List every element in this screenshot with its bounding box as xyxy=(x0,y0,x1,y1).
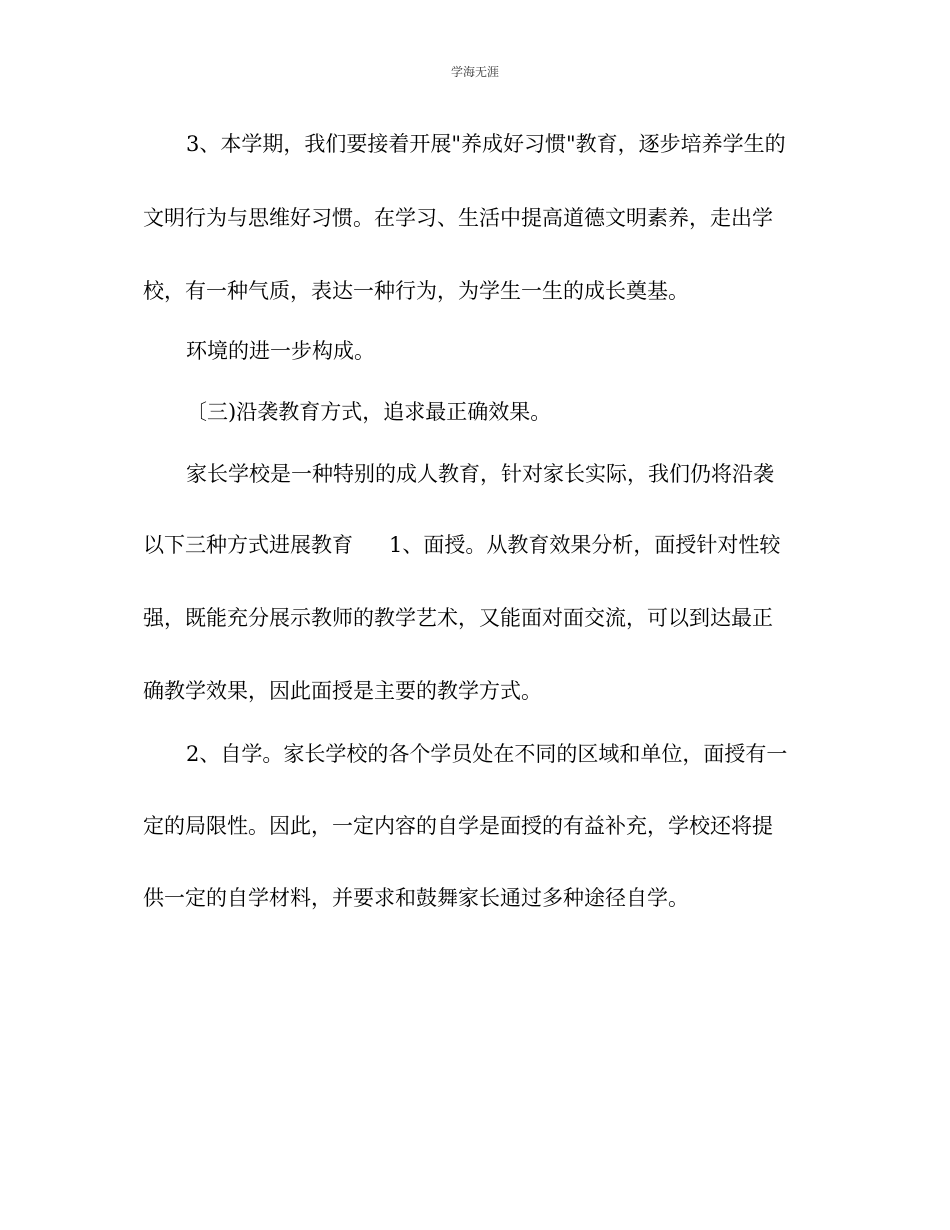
paragraph-line: 供一定的自学材料，并要求和鼓舞家长通过多种途径自学。 xyxy=(143,886,689,910)
paragraph-line-part: 以下三种方式进展教育 xyxy=(143,533,353,557)
paragraph-line xyxy=(143,531,810,559)
paragraph-line: 3、本学期，我们要接着开展"养成好习惯"教育，逐步培养学生的 xyxy=(186,132,786,156)
section-heading: 〔三)沿袭教育方式，追求最正确效果。 xyxy=(186,400,552,424)
paragraph-line-part: 1、面授。从教育效果分析，面授针对性较 xyxy=(389,533,781,557)
paragraph-line: 确教学效果，因此面授是主要的教学方式。 xyxy=(143,679,542,703)
paragraph-line: 家长学校是一种特别的成人教育，针对家长实际，我们仍将沿袭 xyxy=(186,462,774,486)
paragraph-line: 校，有一种气质，表达一种行为，为学生一生的成长奠基。 xyxy=(143,279,689,303)
paragraph-line: 2、自学。家长学校的各个学员处在不同的区域和单位，面授有一 xyxy=(186,742,788,766)
page-header: 学海无涯 xyxy=(450,65,499,79)
paragraph-line: 强，既能充分展示教师的教学艺术，又能面对面交流，可以到达最正 xyxy=(143,606,773,630)
paragraph-line: 定的局限性。因此，一定内容的自学是面授的有益补充，学校还将提 xyxy=(143,814,773,838)
paragraph-line: 环境的进一步构成。 xyxy=(186,339,375,363)
paragraph-line: 文明行为与思维好习惯。在学习、生活中提高道德文明素养，走出学 xyxy=(143,206,773,230)
